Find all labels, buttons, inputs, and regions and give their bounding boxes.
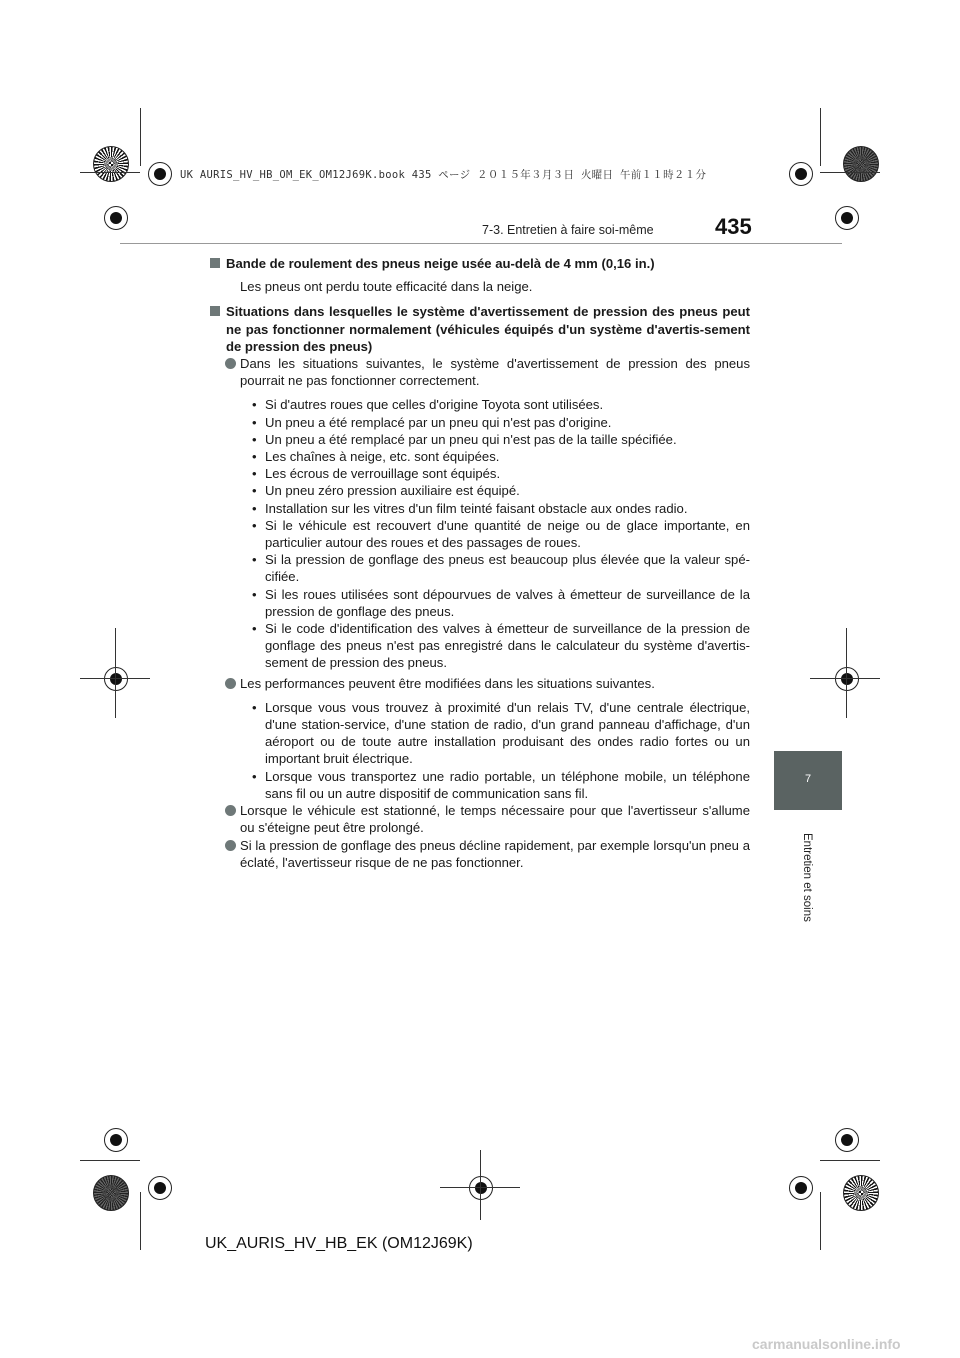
- registration-dial-icon: [93, 1175, 129, 1211]
- list-item: • Un pneu a été remplacé par un pneu qui n'est pas de la taille spécifiée.: [252, 431, 750, 448]
- list-item: • Si le véhicule est recouvert d'une quantité de neige ou de glace importante, en particulier autour des roues et des passages de roues.: [252, 517, 750, 551]
- registration-dial-icon: [843, 146, 879, 182]
- watermark: carmanualsonline.info: [752, 1336, 901, 1352]
- round-bullet-icon: [225, 678, 236, 689]
- bullet-item: Si la pression de gonflage des pneus décline rapidement, par exemple lorsqu'un pneu a éclaté, l'avertisseur risque de ne pas fonctionner.: [210, 837, 750, 871]
- crosshair-icon: [789, 1176, 813, 1200]
- section-title: 7-3. Entretien à faire soi-même: [482, 223, 654, 237]
- list-item: • Installation sur les vitres d'un film teinté faisant obstacle aux ondes radio.: [252, 500, 750, 517]
- chapter-label-text: Entretien et soins: [801, 833, 813, 922]
- page-content: [210, 255, 750, 871]
- header-rule: [120, 243, 842, 244]
- crosshair-icon: [148, 1176, 172, 1200]
- sub-list: [210, 396, 750, 671]
- crosshair-icon: [104, 667, 128, 691]
- chapter-tab: [774, 751, 842, 810]
- crosshair-icon: [469, 1176, 493, 1200]
- list-item: • Un pneu a été remplacé par un pneu qui n'est pas d'origine.: [252, 414, 750, 431]
- list-item: • Si le code d'identification des valves à émetteur de surveillance de la pression de gonflage des pneus n'est pas enregistré dans le calculateur du système d'avertis-sement de pression des pneus.: [252, 620, 750, 672]
- trim-line: [440, 1187, 520, 1188]
- list-item: • Si la pression de gonflage des pneus est beaucoup plus élevée que la valeur spé-cifiée.: [252, 551, 750, 585]
- section-text: Les pneus ont perdu toute efficacité dans la neige.: [240, 279, 533, 295]
- list-item: • Si les roues utilisées sont dépourvues de valves à émetteur de surveillance de la pression de gonflage des pneus.: [252, 586, 750, 620]
- crosshair-icon: [104, 1128, 128, 1152]
- trim-line: [115, 628, 116, 718]
- trim-line: [480, 1150, 481, 1220]
- bullet-item: Les performances peuvent être modifiées dans les situations suivantes.: [210, 675, 750, 692]
- trim-line: [820, 108, 821, 166]
- trim-line: [820, 1192, 821, 1250]
- trim-line: [80, 172, 140, 173]
- list-item: • Lorsque vous transportez une radio portable, un téléphone mobile, un téléphone sans fil ou un autre dispositif de communication sans fil.: [252, 768, 750, 802]
- section-heading: Situations dans lesquelles le système d'avertissement de pression des pneus peut ne pas fonctionner normalement (véhicules équipés d'un système d'avertis-sement de pression des pneus): [210, 303, 750, 355]
- crosshair-icon: [835, 667, 859, 691]
- list-item: • Les chaînes à neige, etc. sont équipées.: [252, 448, 750, 465]
- trim-line: [810, 678, 880, 679]
- footer-model-code: UK_AURIS_HV_HB_EK (OM12J69K): [205, 1235, 473, 1252]
- chapter-number: 7: [805, 773, 812, 785]
- list-item: • Si d'autres roues que celles d'origine Toyota sont utilisées.: [252, 396, 750, 413]
- section-heading: Bande de roulement des pneus neige usée au-delà de 4 mm (0,16 in.): [210, 255, 750, 272]
- bullet-item: Dans les situations suivantes, le système d'avertissement de pression des pneus pourrait ne pas fonctionner correctement.: [210, 355, 750, 389]
- square-bullet-icon: [210, 258, 220, 268]
- trim-line: [820, 1160, 880, 1161]
- crosshair-icon: [148, 162, 172, 186]
- chapter-label: [800, 833, 814, 922]
- trim-line: [80, 1160, 140, 1161]
- trim-line: [80, 678, 150, 679]
- registration-dial-icon: [843, 1175, 879, 1211]
- bullet-item: Lorsque le véhicule est stationné, le temps nécessaire pour que l'avertisseur s'allume ou s'éteigne peut être prolongé.: [210, 802, 750, 836]
- registration-dial-icon: [93, 146, 129, 182]
- page-number: 435: [715, 214, 752, 239]
- book-header: UK AURIS_HV_HB_OM_EK_OM12J69K.book 435 ページ ２０１５年３月３日 火曜日 午前１１時２１分: [180, 169, 707, 181]
- round-bullet-icon: [225, 358, 236, 369]
- list-item: • Un pneu zéro pression auxiliaire est équipé.: [252, 482, 750, 499]
- list-item: • Lorsque vous vous trouvez à proximité d'un relais TV, d'une centrale électrique, d'une station-service, d'une station de radio, d'un grand panneau d'affichage, d'un aéroport ou de toute autre installation produisant des ondes radio fortes ou un important bruit électrique.: [252, 699, 750, 768]
- crosshair-icon: [104, 206, 128, 230]
- crosshair-icon: [789, 162, 813, 186]
- square-bullet-icon: [210, 306, 220, 316]
- trim-line: [846, 628, 847, 718]
- crosshair-icon: [835, 206, 859, 230]
- round-bullet-icon: [225, 805, 236, 816]
- crosshair-icon: [835, 1128, 859, 1152]
- trim-line: [140, 1192, 141, 1250]
- list-item: • Les écrous de verrouillage sont équipés.: [252, 465, 750, 482]
- round-bullet-icon: [225, 840, 236, 851]
- trim-line: [140, 108, 141, 166]
- sub-list: [210, 699, 750, 802]
- trim-line: [820, 172, 880, 173]
